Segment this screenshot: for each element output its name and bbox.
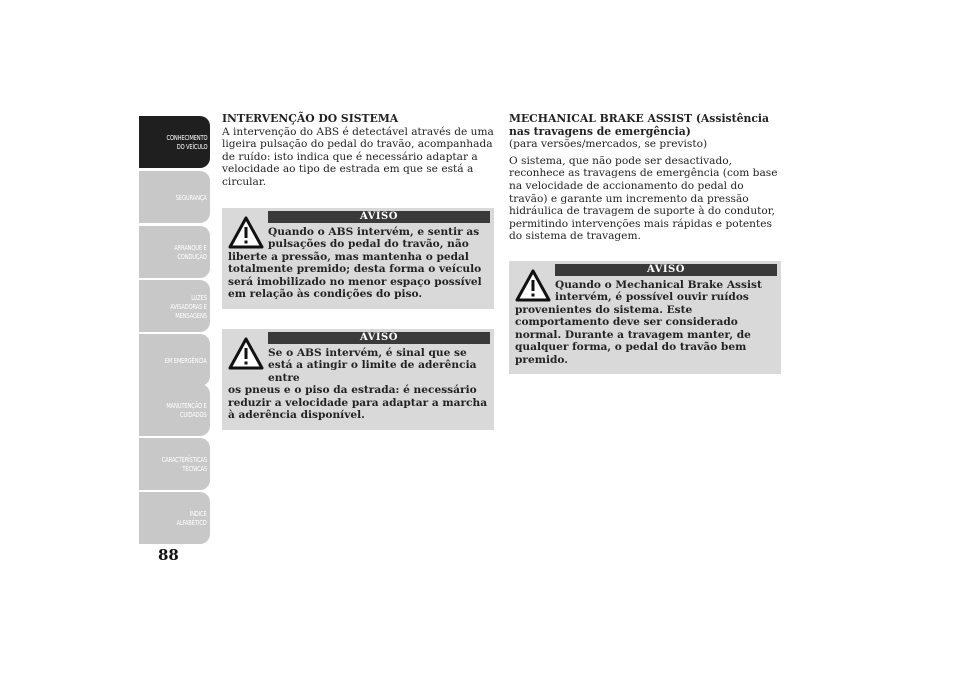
warning-box [222,329,494,430]
section-subheading: (para versões/mercados, se previsto) [509,138,708,151]
warning-text-rest: liberte a pressão, mas mantenha o pedal totalmente premido; desta forma o veículo será imobilizado no menor espaço possível em relação às condições do piso. [228,250,482,301]
warning-title: AVISO [555,264,777,276]
tab-caracteristicas-tecnicas[interactable] [139,438,210,490]
tab-label: ARRANQUE E CONDUÇÃO [174,243,207,261]
left-column [222,113,494,430]
body-paragraph: O sistema, que não pode ser desactivado, reconhece as travagens de emergência (com base na velocidade de accionamento do pedal do travão) e garante um incremento da pressão hidráulica de travagem de suporte à do condutor, permitindo intervenções mais rápidas e potentes do sistema de travagem. [509,154,778,243]
warning-text [515,279,777,367]
warning-triangle-icon [228,336,264,372]
warning-text [228,226,490,301]
warning-text [228,347,490,422]
tab-conhecimento-do-veiculo[interactable] [139,116,210,168]
tab-indice-alfabetico[interactable] [139,492,210,544]
warning-title: AVISO [268,211,490,223]
tab-label: LUZES AVISADORAS E MENSAGENS [170,292,207,320]
section-heading: INTERVENÇÃO DO SISTEMA [222,112,399,125]
warning-title: AVISO [268,332,490,344]
tab-label: ÍNDICE ALFABÉTICO [176,509,207,527]
tab-arranque-e-conducao[interactable] [139,226,210,278]
warning-triangle-icon [228,215,264,251]
warning-text-first: Quando o ABS intervém, e sentir as pulsações do pedal do travão, não [268,225,480,251]
tab-label: CARACTERÍSTICAS TÉCNICAS [161,455,207,473]
warning-text-rest: os pneus e o piso da estrada: é necessário reduzir a velocidade para adaptar a marcha à aderência disponível. [228,384,488,422]
body-paragraph: A intervenção do ABS é detectável através de uma ligeira pulsação do pedal do travão, acompanhada de ruído: isto indica que é necessário adaptar a velocidade ao tipo de estrada em que se está a circular. [222,125,494,188]
section-heading: MECHANICAL BRAKE ASSIST (Assistência nas travagens de emergência) [509,112,770,138]
tab-manutencao-e-cuidados[interactable] [139,384,210,436]
tab-label: SEGURANÇA [176,192,207,202]
warning-box [509,261,781,375]
warning-triangle-icon [515,268,551,304]
warning-text-first: Quando o Mechanical Brake Assist intervém, é possível ouvir ruídos [555,278,762,304]
tab-label: MANUTENÇÃO E CUIDADOS [166,401,207,419]
warning-text-first: Se o ABS intervém, é sinal que se está a atingir o limite de aderência entre [268,346,477,384]
page-number: 88 [158,546,179,564]
tab-seguranca[interactable] [139,171,210,223]
tab-label: EM EMERGÊNCIA [165,355,207,365]
warning-text-rest: provenientes do sistema. Este comportamento deve ser considerado normal. Durante a travagem manter, de qualquer forma, o pedal do travão bem premido. [515,303,751,366]
warning-box [222,208,494,309]
tab-em-emergencia[interactable] [139,334,210,386]
right-column [509,113,781,374]
tab-label: CONHECIMENTO DO VEÍCULO [166,133,207,151]
tab-luzes-avisadoras[interactable] [139,280,210,332]
